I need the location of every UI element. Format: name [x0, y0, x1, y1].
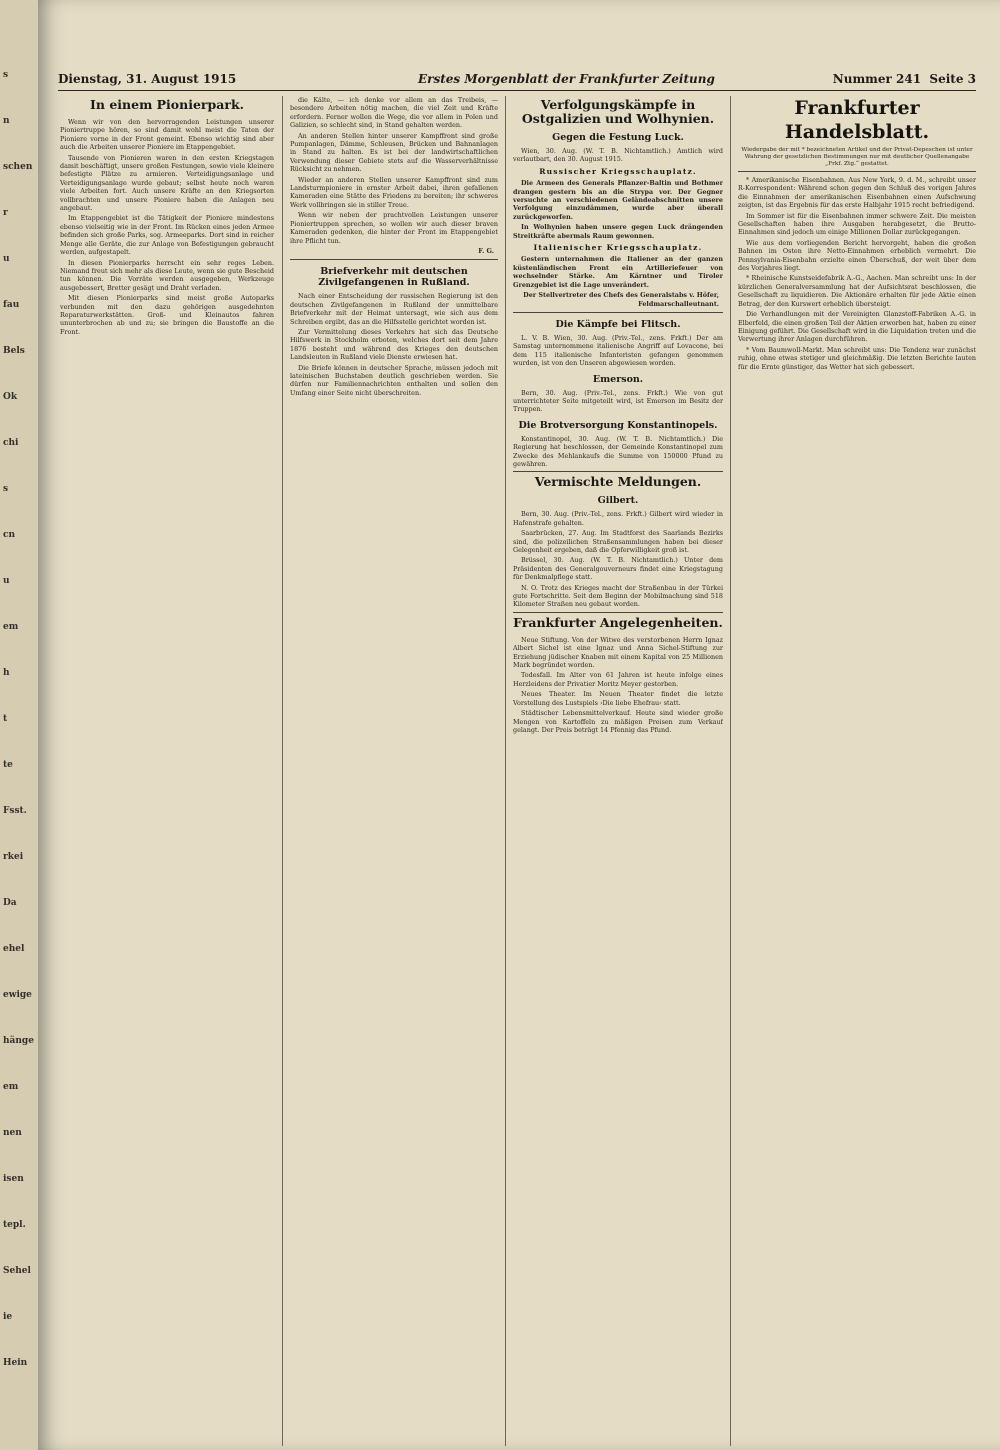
previous-page-fragment: tepl.: [3, 1220, 26, 1230]
paragraph: * Vom Baumwoll-Markt. Man schreibt uns: Die Tendenz war zunächst ruhig, ohne etwas stetiger und gleichmäßig. Die letzten Berichte lauten für die Ernte günstiger, das Wetter hat sich gebessert.: [738, 345, 976, 371]
previous-page-fragment: ie: [3, 1312, 13, 1322]
paragraph: Nach einer Entscheidung der russischen Regierung ist den deutschen Zivilgefangenen in Rußland der unmittelbare Briefverkehr mit der Heimat untersagt, wie sich aus dem Schreiben ergibt, das an die Hilfsstelle gerichtet worden ist.: [290, 292, 498, 326]
previous-page-fragment: n: [3, 116, 10, 126]
column-rule: [730, 96, 731, 1446]
paragraph: Neues Theater. Im Neuen Theater findet die letzte Vorstellung des Lustspiels ›Die liebe Ehefrau‹ statt.: [513, 690, 723, 707]
previous-page-fragment: h: [3, 668, 10, 678]
paragraph: Konstantinopel, 30. Aug. (W. T. B. Nichtamtlich.) Die Regierung hat beschlossen, der Gemeinde Konstantinopel zum Zwecke des Mehlankaufs die Summe von 150000 Pfund zu gewähren.: [513, 434, 723, 468]
previous-page-fragment: hänge: [3, 1036, 34, 1046]
article-title-briefverkehr: Briefverkehr mit deutschen Zivilgefangenen in Rußland.: [318, 266, 470, 289]
subheading-konstantinopel: Die Brotversorgung Konstantinopels.: [518, 419, 718, 431]
section-title-handelsblatt: Frankfurter Handelsblatt.: [784, 97, 930, 143]
previous-page-fragment: Hein: [3, 1358, 28, 1368]
column-rule: [505, 96, 506, 1446]
author-signature: F. G.: [478, 246, 494, 255]
previous-page-fragment: r: [3, 208, 8, 218]
article-continuation: [290, 96, 498, 245]
previous-page-fragment: ewige: [3, 990, 32, 1000]
article-divider: [290, 259, 498, 260]
article-title-pionierpark: In einem Pionierpark.: [90, 97, 244, 112]
previous-page-fragment: fau: [3, 300, 20, 310]
paragraph: N. O. Trotz des Krieges macht der Straßenbau in der Türkei gute Fortschritte. Seit dem Beginn der Mobilmachung sind 518 Kilometer Straßen neu gebaut worden.: [513, 583, 723, 609]
paragraph: Wieder an anderen Stellen unserer Kampffront sind zum Landsturmpioniere in ernster Arbeit dabei, ihren gefallenen Kameraden eine Stätte des Friedens zu bereiten; ihr schweres Werk vollbringen sie in stiller Treue.: [290, 175, 498, 209]
previous-page-fragment: s: [3, 484, 9, 494]
paragraph: Die Verhandlungen mit der Vereinigten Glanzstoff-Fabriken A.-G. in Elberfeld, die einen großen Teil der Aktien erworben hat, haben zu einer Einigung geführt. Die Gesellschaft wird in die Liquidation treten und die Verwertung ihrer Anlagen durchführen.: [738, 310, 976, 344]
previous-page-fragment: schen: [3, 162, 33, 172]
previous-page-fragment: cn: [3, 530, 16, 540]
column-2: [290, 96, 498, 1441]
previous-page-fragment: te: [3, 760, 13, 770]
reprint-notice: Wiedergabe der mit * bezeichneten Artikel und der Privat-Depeschen ist unter Wahrung der gesetzlichen Bestimmungen nur mit deutlicher Quellenangabe „Frkf. Ztg.“ gestattet.: [738, 147, 976, 172]
column-1: [60, 96, 274, 1441]
column-rule: [282, 96, 283, 1446]
article-divider: [513, 312, 723, 313]
previous-page-fragment: isen: [3, 1174, 24, 1184]
paragraph: Todesfall. Im Alter von 61 Jahren ist heute infolge eines Herzleidens der Privatier Moritz Meyer gestorben.: [513, 671, 723, 688]
report-signature: Der Stellvertreter des Chefs des Generalstabs v. Höfer, Feldmarschalleutnant.: [523, 291, 719, 308]
previous-page-fragment: t: [3, 714, 8, 724]
column-3: [513, 96, 723, 1441]
masthead-paper-name: Erstes Morgenblatt der Frankfurter Zeitung: [418, 72, 715, 86]
previous-page-fragment: Bels: [3, 346, 25, 356]
paragraph: Im Etappengebiet ist die Tätigkeit der Pioniere mindestens ebenso vielseitig wie in der Front. Im Rücken eines jeden Armee befinden sich große Parks, sog. Armeeparks. Dort sind in reicher Menge alle Geräte, die zur Anlage von Befestigungen gebraucht werden, aufgestapelt.: [60, 214, 274, 257]
article-title-verfolgungskaempfe: Verfolgungskämpfe in Ostgalizien und Wolhynien.: [521, 97, 715, 126]
previous-page-fragment: rkei: [3, 852, 24, 862]
masthead-date: Dienstag, 31. August 1915: [58, 72, 237, 86]
paragraph: Saarbrücken, 27. Aug. Im Stadtforst des Saarlands Bezirks sind, die polizeilichen Straßensammlungen haben bei dieser Gelegenheit ergeben, daß die Opferwilligkeit groß ist.: [513, 529, 723, 554]
article-title-vermischte: Vermischte Meldungen.: [534, 474, 702, 490]
section-russian-front: Russischer Kriegsschauplatz.: [539, 166, 697, 176]
paragraph: L. V. B. Wien, 30. Aug. (Priv.-Tel., zens. Frkft.) Der am Samstag unternommene italienische Angriff auf Lovacone, bei dem 115 italienische Infanteristen gefangen genommen wurden, ist von den Unseren abgewiesen worden.: [513, 333, 723, 368]
previous-page-strip: [0, 0, 40, 1450]
previous-page-fragment: nen: [3, 1128, 22, 1138]
paragraph: die Kälte, — ich denke vor allem an das Treibeis, — besondere Arbeiten nötig machen, die viel Zeit und Kräfte erfordern. Ferner wollen die Wege, die vor allem in Polen und Galizien, so schlecht sind, in Stand gehalten werden.: [290, 96, 498, 130]
page-number: Seite 3: [929, 72, 976, 86]
paragraph: Zur Vermittelung dieses Verkehrs hat sich das Deutsche Hilfswerk in Stockholm erboten, welches dort seit dem Jahre 1876 besteht und während des Krieges den deutschen Landsleuten in Rußland viele Dienste erwiesen hat.: [290, 327, 498, 362]
previous-page-fragment: u: [3, 576, 10, 586]
masthead: [58, 70, 976, 91]
article-body-pionierpark: [60, 118, 274, 336]
previous-page-fragment: ehel: [3, 944, 25, 954]
paragraph: Neue Stiftung. Von der Witwe des verstorbenen Herrn Ignaz Albert Sichel ist eine Ignaz und Anna Sichel-Stiftung zur Erziehung jüdischer Knaben mit einem Kapital von 25 Millionen Mark begründet worden.: [513, 635, 723, 670]
previous-page-fragment: em: [3, 622, 19, 632]
section-italian-front: Italienischer Kriegsschauplatz.: [533, 243, 703, 253]
previous-page-fragment: u: [3, 254, 10, 264]
newspaper-page: [38, 0, 1000, 1450]
paragraph: Tausende von Pionieren waren in den ersten Kriegstagen damit beschäftigt, unsere großen Festungen, sowie viele kleinere befestigte Plätze zu armieren. Verteidigungsanlage und Verteidigungsanlage wurde gebaut; selbst heute noch waren viele Arbeiten fort. Auch unsere Kräfte an den Kriegsorten vollbrachten und unsere Pioniere haben die Anlagen neu angebaut.: [60, 153, 274, 213]
paragraph: Gestern unternahmen die Italiener an der ganzen küstenländischen Front ein Artilleriefeuer von wechselnder Stärke. Am Kärntner und Tiroler Grenzgebiet ist die Lage unverändert.: [513, 255, 723, 289]
paragraph: Mit diesen Pionierparks sind meist große Autoparks verbunden mit den dazu gehörigen ausgedehnten Reparaturwerkstätten. Groß- und Kleinautos fahren ununterbrochen ab und zu; sie bringen die Baustoffe an die Front.: [60, 294, 274, 336]
previous-page-fragment: em: [3, 1082, 19, 1092]
paragraph: Städtischer Lebensmittelverkauf. Heute sind wieder große Mengen von Kartoffeln zu mäßigen Preisen zum Verkauf gelangt. Der Preis beträgt 14 Pfennig das Pfund.: [513, 709, 723, 734]
paragraph: Bern, 30. Aug. (Priv.-Tel., zens. Frkft.) Gilbert wird wieder in Hafenstrafe gehalten.: [513, 510, 723, 527]
subheading-luck: Gegen die Festung Luck.: [552, 132, 684, 143]
previous-page-fragment: chi: [3, 438, 19, 448]
paragraph: Wie aus dem vorliegenden Bericht hervorgeht, haben die großen Bahnen im Osten ihre Netto-Einnahmen erheblich vermehrt. Die Pennsylvania-Eisenbahn erzielte einen Überschuß, der weit über dem des Vorjahres liegt.: [738, 238, 976, 273]
issue-number: Nummer 241: [832, 72, 922, 86]
paragraph: Im Sommer ist für die Eisenbahnen immer schwere Zeit. Die meisten Gesellschaften haben ihre Ausgaben herabgesetzt, die Brutto-Einnahmen sind jedoch um einige Millionen Dollar zurückgegangen.: [738, 211, 976, 237]
article-body-briefverkehr: [290, 292, 498, 397]
paragraph: Die Armeen des Generals Pflanzer-Baltin und Bothmer drangen gestern bis an die Strypa vor. Der Gegner versuchte an verschiedenen Geländeabschnitten unsere Verfolgung einzudämmen, wurde aber überall zurückgeworfen.: [513, 179, 723, 221]
previous-page-fragment: s: [3, 70, 9, 80]
article-divider: [513, 612, 723, 613]
paragraph: Bern, 30. Aug. (Priv.-Tel., zens. Frkft.) Wie von gut unterrichteter Seite mitgeteilt wird, ist Emerson im Besitz der Truppen.: [513, 388, 723, 414]
article-divider: [513, 471, 723, 472]
previous-page-fragment: Fsst.: [3, 806, 27, 816]
previous-page-fragment: Da: [3, 898, 17, 908]
subheading-flitsch: Die Kämpfe bei Flitsch.: [555, 318, 681, 330]
article-title-frankfurter-angelegenheiten: Frankfurter Angelegenheiten.: [513, 614, 723, 630]
column-4: [738, 96, 976, 1441]
previous-page-fragment: Ok: [3, 392, 18, 402]
dateline: Wien, 30. Aug. (W. T. B. Nichtamtlich.) Amtlich wird verlautbart, den 30. August 1915.: [513, 147, 723, 164]
subheading-emerson: Emerson.: [592, 373, 644, 385]
paragraph: Wenn wir neben der prachtvollen Leistungen unserer Pioniertruppen sprechen, so wollen wir auch dieser braven Kameraden gedenken, die hinter der Front im Etappengebiet ihre Pflicht tun.: [290, 211, 498, 245]
paragraph: Die Briefe können in deutscher Sprache, müssen jedoch mit lateinischen Buchstaben deutlich geschrieben werden. Sie dürfen nur Familiennachrichten enthalten und sollen den Umfang einer Seite nicht überschreiten.: [290, 363, 498, 397]
paragraph: In Wolhynien haben unsere gegen Luck drängenden Streitkräfte abermals Raum gewonnen.: [513, 223, 723, 240]
subheading-gilbert: Gilbert.: [597, 495, 639, 507]
paragraph: Wenn wir von den hervorragenden Leistungen unserer Pioniertruppe hören, so sind damit wohl meist die Taten der Pioniere vorne in der Front gemeint. Ebenso wichtig sind aber auch die Arbeiten unserer Pioniere im Etappengebiet.: [60, 118, 274, 152]
paragraph: * Amerikanische Eisenbahnen. Aus New York, 9. d. M., schreibt unser R-Korrespondent: Während schon gegen den Schluß des vorigen Jahres die Einnahmen der amerikanischen Eisenbahnen einen Aufschwung zeigten, ist das Ergebnis für das erste Halbjahr 1915 recht befriedigend.: [738, 176, 976, 210]
paragraph: * Rheinische Kunstseidefabrik A.-G., Aachen. Man schreibt uns: In der kürzlichen Generalversammlung hat der Aufsichtsrat beschlossen, die Gesellschaft zu liquidieren. Die Aktionäre erhalten für jede Aktie einen Betrag, der den Kurswert erheblich übersteigt.: [738, 274, 976, 308]
paragraph: Brüssel, 30. Aug. (W. T. B. Nichtamtlich.) Unter dem Präsidenten des Generalgouverneurs findet eine Kriegstagung für Denkmalpflege statt.: [513, 556, 723, 582]
paragraph: An anderen Stellen hinter unserer Kampffront sind große Pumpanlagen, Dämme, Schleusen, Brücken und Bahnanlagen in Stand zu halten. Es ist bei der landwirtschaftlichen Verwendung dieser Gebiete stets auf die Wasserverhältnisse Rücksicht zu nehmen.: [290, 131, 498, 174]
previous-page-fragment: Sehel: [3, 1266, 31, 1276]
masthead-page-number: [833, 72, 976, 86]
paragraph: In diesen Pionierparks herrscht ein sehr reges Leben. Niemand freut sich mehr als diese Leute, wenn sie gute Bescheid tun können. Die Vorräte werden ausgegeben, Werkzeuge ausgebessert, Bretter gesägt und Draht verladen.: [60, 258, 274, 292]
